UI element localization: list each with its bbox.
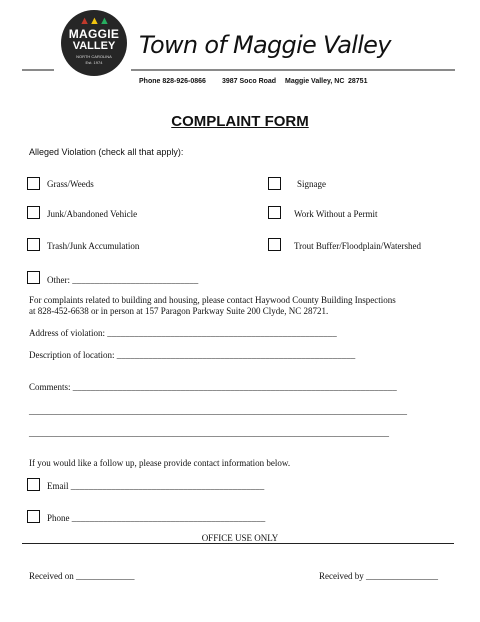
work-without-permit-label: Work Without a Permit: [294, 209, 378, 219]
signage-label: Signage: [297, 179, 326, 189]
building-note-line2: at 828-452-6638 or in person at 157 Paragon Parkway Suite 200 Clyde, NC 28721.: [29, 306, 329, 316]
violation-prompt: Alleged Violation (check all that apply):: [29, 147, 184, 157]
form-title: COMPLAINT FORM: [171, 113, 309, 130]
grass-weeds-checkbox[interactable]: [27, 177, 40, 190]
office-use-heading: OFFICE USE ONLY: [201, 533, 279, 543]
trout-buffer-label: Trout Buffer/Floodplain/Watershed: [294, 241, 422, 251]
description-of-location-field[interactable]: Description of location: _____________________________________________________: [29, 350, 356, 360]
contact-address: 3987 Soco Road: [222, 78, 277, 85]
received-on-field[interactable]: Received on _____________: [29, 571, 135, 581]
email-field[interactable]: Email ___________________________________________: [47, 481, 265, 491]
logo-small-text-1: NORTH CAROLINA: [76, 54, 112, 59]
trash-label: Trash/Junk Accumulation: [47, 241, 140, 251]
phone-checkbox[interactable]: [27, 510, 40, 523]
logo-text-line2: VALLEY: [72, 40, 116, 52]
other-checkbox[interactable]: [27, 271, 40, 284]
logo-text-line1: MAGGIE: [68, 27, 120, 41]
comments-line-2[interactable]: ____________________________________________________________________________________: [29, 406, 407, 416]
other-label[interactable]: Other: ____________________________: [47, 275, 199, 285]
office-use-rule: [22, 543, 454, 544]
trash-checkbox[interactable]: [27, 238, 40, 251]
building-note-line1: For complaints related to building and housing, please contact Haywood County Building Inspections: [29, 295, 396, 305]
header-rule-right: [131, 69, 455, 71]
contact-city: Maggie Valley, NC: [285, 78, 345, 85]
followup-note: If you would like a follow up, please provide contact information below.: [29, 458, 291, 468]
address-of-violation-field[interactable]: Address of violation: ___________________________________________________: [29, 328, 337, 338]
comments-field[interactable]: Comments: ________________________________________________________________________: [29, 382, 397, 392]
logo-small-text-2: Est. 1974: [85, 60, 103, 65]
town-name: Town of Maggie Valley: [139, 31, 391, 59]
header-rule-left: [22, 69, 54, 71]
received-by-field[interactable]: Received by ________________: [319, 571, 438, 581]
work-without-permit-checkbox[interactable]: [268, 206, 281, 219]
email-checkbox[interactable]: [27, 478, 40, 491]
phone-field[interactable]: Phone ___________________________________________: [47, 513, 266, 523]
signage-checkbox[interactable]: [268, 177, 281, 190]
contact-phone: Phone 828-926-0866: [139, 78, 206, 85]
trout-buffer-checkbox[interactable]: [268, 238, 281, 251]
junk-vehicle-checkbox[interactable]: [27, 206, 40, 219]
junk-vehicle-label: Junk/Abandoned Vehicle: [47, 209, 138, 219]
tree-icons: ▲▲▲: [79, 15, 109, 27]
comments-line-3[interactable]: ________________________________________________________________________________: [29, 428, 389, 438]
town-logo: [61, 10, 127, 76]
contact-zip: 28751: [348, 78, 368, 85]
grass-weeds-label: Grass/Weeds: [47, 179, 94, 189]
